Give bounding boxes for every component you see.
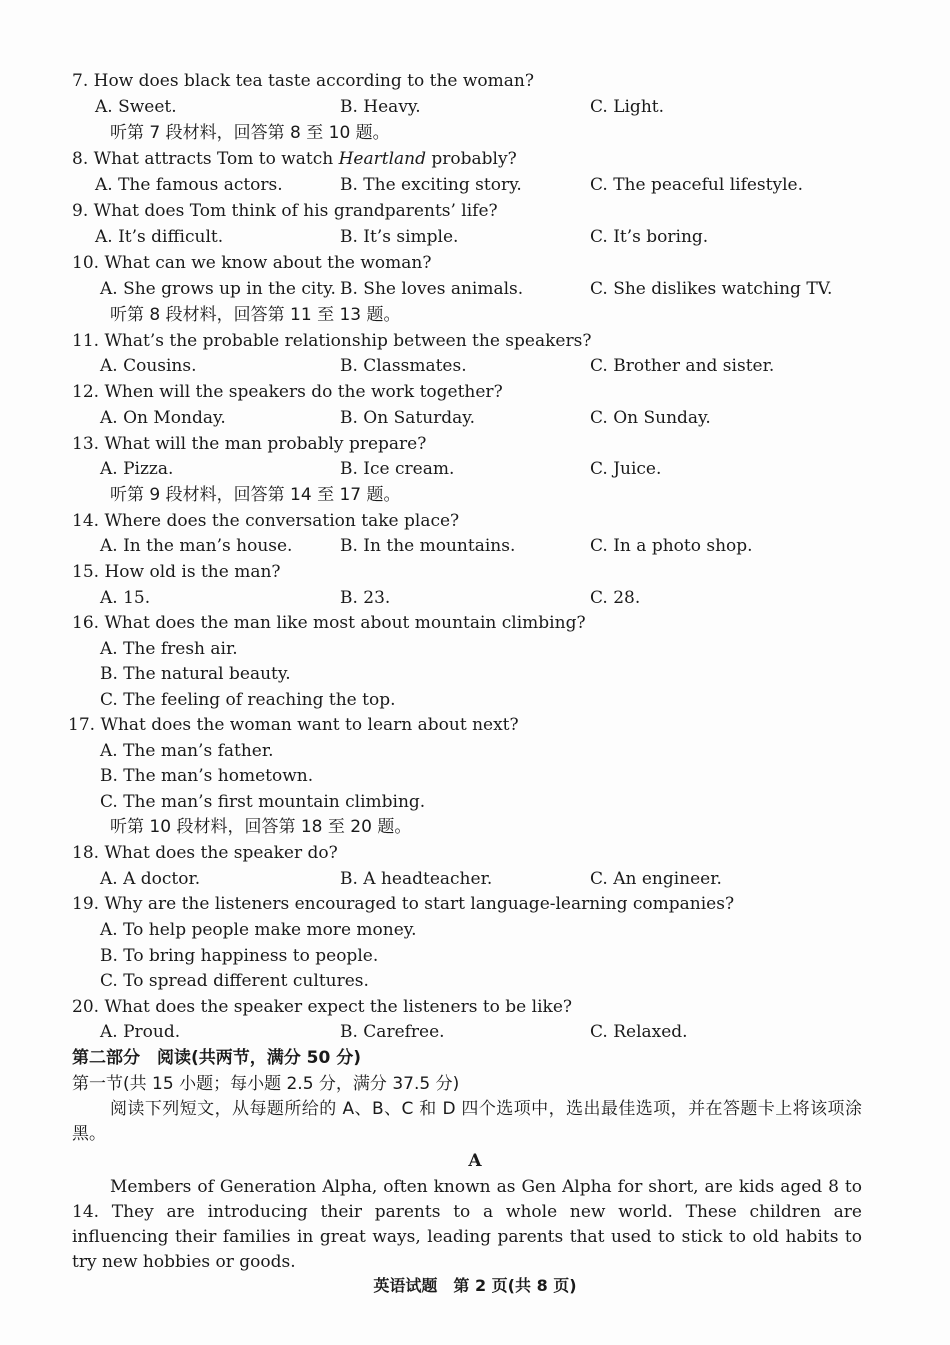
q7-option-a: A. Sweet.	[95, 97, 177, 117]
q9-option-c: C. It’s boring.	[590, 227, 709, 247]
question-9: 9. What does Tom think of his grandparents’ life?	[72, 201, 498, 221]
question-14: 14. Where does the conversation take place?	[72, 511, 460, 531]
question-20: 20. What does the speaker expect the listeners to be like?	[72, 997, 572, 1017]
q7-option-c: C. Light.	[590, 97, 665, 117]
q16-option-c: C. The feeling of reaching the top.	[100, 690, 396, 710]
q8-option-a: A. The famous actors.	[95, 175, 283, 195]
question-15: 15. How old is the man?	[72, 562, 281, 582]
q17-option-a: A. The man’s father.	[100, 741, 274, 761]
q17-option-c: C. The man’s first mountain climbing.	[100, 792, 426, 812]
q18-option-c: C. An engineer.	[590, 869, 722, 889]
section-9-instruction: 听第 9 段材料，回答第 14 至 17 题。	[110, 485, 401, 505]
q9-option-a: A. It’s difficult.	[95, 227, 224, 247]
q8-option-c: C. The peaceful lifestyle.	[590, 175, 803, 195]
question-12: 12. When will the speakers do the work together?	[72, 382, 503, 402]
q20-option-c: C. Relaxed.	[590, 1022, 688, 1042]
q16-option-a: A. The fresh air.	[100, 639, 238, 659]
q10-option-c: C. She dislikes watching TV.	[590, 279, 833, 299]
q18-option-b: B. A headteacher.	[340, 869, 493, 889]
q10-option-b: B. She loves animals.	[340, 279, 524, 299]
question-11: 11. What’s the probable relationship between the speakers?	[72, 331, 592, 351]
q16-option-b: B. The natural beauty.	[100, 664, 291, 684]
question-7: 7. How does black tea taste according to the woman?	[72, 71, 534, 91]
page-footer: 英语试题 第 2 页(共 8 页)	[373, 1276, 577, 1295]
q14-option-b: B. In the mountains.	[340, 536, 516, 556]
q13-option-b: B. Ice cream.	[340, 459, 455, 479]
q8-stem-pre: 8. What attracts Tom to watch	[72, 149, 339, 169]
q11-option-c: C. Brother and sister.	[590, 356, 775, 376]
reading-instructions: 阅读下列短文，从每题所给的 A、B、C 和 D 四个选项中，选出最佳选项，并在答题卡上将该项涂黑。	[72, 1099, 862, 1144]
question-17: 17. What does the woman want to learn about next?	[68, 715, 519, 735]
section-7-instruction: 听第 7 段材料，回答第 8 至 10 题。	[110, 123, 390, 143]
q13-option-c: C. Juice.	[590, 459, 662, 479]
q12-option-c: C. On Sunday.	[590, 408, 711, 428]
section-1-heading: 第一节(共 15 小题；每小题 2.5 分，满分 37.5 分)	[72, 1074, 460, 1094]
question-18: 18. What does the speaker do?	[72, 843, 338, 863]
question-13: 13. What will the man probably prepare?	[72, 434, 427, 454]
q20-option-a: A. Proud.	[100, 1022, 181, 1042]
q19-option-c: C. To spread different cultures.	[100, 971, 369, 991]
q19-option-a: A. To help people make more money.	[100, 920, 417, 940]
q15-option-c: C. 28.	[590, 588, 641, 608]
question-19: 19. Why are the listeners encouraged to start language-learning companies?	[72, 894, 735, 914]
section-10-instruction: 听第 10 段材料，回答第 18 至 20 题。	[110, 817, 412, 837]
q15-option-a: A. 15.	[100, 588, 151, 608]
question-10: 10. What can we know about the woman?	[72, 253, 432, 273]
question-8	[72, 148, 517, 170]
q11-option-a: A. Cousins.	[100, 356, 197, 376]
q11-option-b: B. Classmates.	[340, 356, 467, 376]
question-16: 16. What does the man like most about mountain climbing?	[72, 613, 586, 633]
q14-option-a: A. In the man’s house.	[100, 536, 293, 556]
section-8-instruction: 听第 8 段材料，回答第 11 至 13 题。	[110, 305, 401, 325]
q14-option-c: C. In a photo shop.	[590, 536, 753, 556]
passage-label: A	[468, 1151, 482, 1171]
q8-title-heartland: Heartland	[338, 149, 426, 169]
part-2-heading: 第二部分 阅读(共两节，满分 50 分)	[72, 1048, 362, 1068]
q17-option-b: B. The man’s hometown.	[100, 766, 314, 786]
q20-option-b: B. Carefree.	[340, 1022, 445, 1042]
passage-a-text: Members of Generation Alpha, often known as Gen Alpha for short, are kids aged 8 to 14. They are introducing their parents to a whole new world. These children are influencing their families in great ways, leading parents that used to stick to old habits to try new hobbies or goods.	[72, 1177, 862, 1272]
q19-option-b: B. To bring happiness to people.	[100, 946, 379, 966]
q8-stem-post: probably?	[426, 149, 517, 169]
q13-option-a: A. Pizza.	[100, 459, 174, 479]
q7-option-b: B. Heavy.	[340, 97, 421, 117]
q8-option-b: B. The exciting story.	[340, 175, 522, 195]
q15-option-b: B. 23.	[340, 588, 391, 608]
q18-option-a: A. A doctor.	[100, 869, 201, 889]
q10-option-a: A. She grows up in the city.	[100, 279, 336, 299]
q12-option-b: B. On Saturday.	[340, 408, 476, 428]
q12-option-a: A. On Monday.	[100, 408, 226, 428]
q9-option-b: B. It’s simple.	[340, 227, 459, 247]
